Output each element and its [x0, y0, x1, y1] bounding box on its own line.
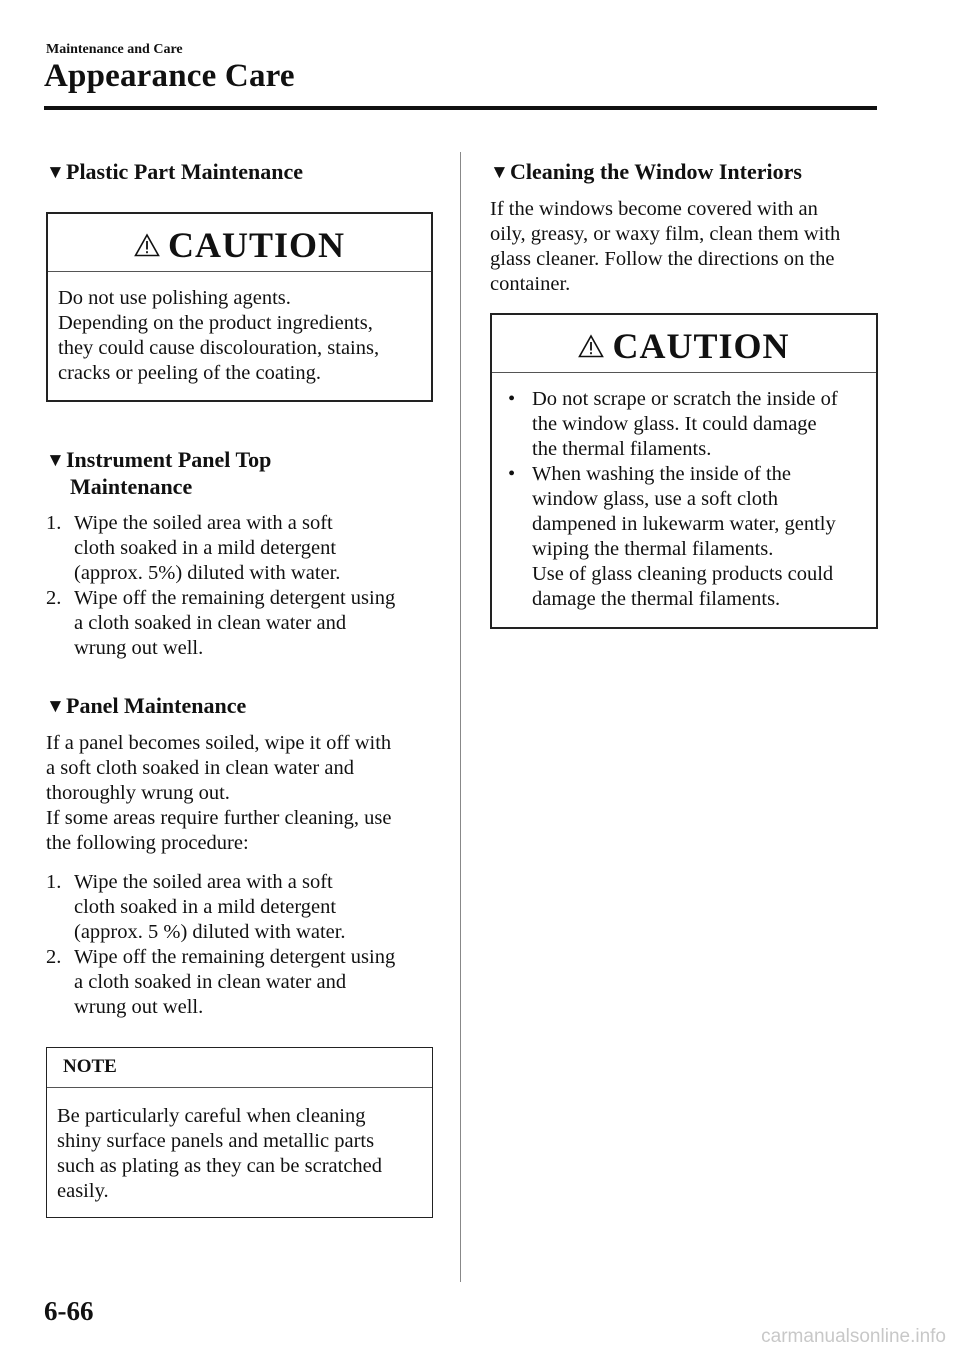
list-item [492, 462, 866, 612]
page-number: 6-66 [44, 1296, 94, 1326]
caution-line: Do not use polishing agents. [58, 287, 291, 309]
heading-text: Plastic Part Maintenance [66, 159, 304, 184]
step-line: wrung out well. [74, 637, 204, 659]
heading-panel-maintenance [46, 693, 246, 720]
panel-steps [46, 870, 446, 1020]
note-box [46, 1047, 433, 1218]
warning-triangle-icon [578, 334, 604, 358]
triangle-marker-icon: ▼ [46, 162, 65, 183]
note-body [47, 1088, 432, 1216]
note-line: shiny surface panels and metallic parts [57, 1130, 375, 1152]
caution-body [48, 272, 431, 398]
step-number: 1. [46, 871, 62, 893]
list-item [46, 511, 446, 586]
paragraph-line: the following procedure: [46, 832, 249, 854]
step-line: a cloth soaked in clean water and [74, 971, 347, 993]
panel-intro [46, 731, 446, 856]
note-label: NOTE [47, 1048, 432, 1088]
caution-line: they could cause discolouration, stains, [58, 337, 380, 359]
paragraph-line: If the windows become covered with an [490, 198, 818, 220]
list-item [46, 586, 446, 661]
triangle-marker-icon: ▼ [46, 450, 65, 471]
list-item [46, 945, 446, 1020]
step-line: cloth soaked in a mild detergent [74, 537, 337, 559]
bullet-line: Use of glass cleaning products could [532, 563, 834, 585]
heading-text: Instrument Panel Top [66, 447, 272, 472]
caution-label: CAUTION [612, 326, 790, 366]
paragraph-line: glass cleaner. Follow the directions on the [490, 248, 835, 270]
caution-line: Depending on the product ingredients, [58, 312, 373, 334]
caution-box-plastic [46, 212, 433, 402]
page-title: Appearance Care [44, 58, 295, 94]
section-label: Maintenance and Care [46, 42, 183, 57]
caution-body [492, 373, 876, 624]
step-line: Wipe off the remaining detergent using [74, 587, 396, 609]
bullet-line: damage the thermal filaments. [532, 588, 781, 610]
paragraph-line: a soft cloth soaked in clean water and [46, 757, 354, 779]
list-item [492, 387, 866, 462]
caution-line: cracks or peeling of the coating. [58, 362, 321, 384]
heading-text: Panel Maintenance [66, 693, 247, 718]
bullet-line: the window glass. It could damage [532, 413, 817, 435]
step-number: 2. [46, 587, 62, 609]
note-line: easily. [57, 1180, 109, 1202]
column-divider [460, 152, 461, 1282]
step-line: Wipe the soiled area with a soft [74, 871, 333, 893]
triangle-marker-icon: ▼ [46, 696, 65, 717]
warning-triangle-icon [134, 233, 160, 257]
step-line: (approx. 5 %) diluted with water. [74, 921, 346, 943]
step-line: a cloth soaked in clean water and [74, 612, 347, 634]
paragraph-line: thoroughly wrung out. [46, 782, 230, 804]
heading-text: Cleaning the Window Interiors [510, 159, 802, 184]
bullet-line: dampened in lukewarm water, gently [532, 513, 836, 535]
step-number: 1. [46, 512, 62, 534]
bullet: • [508, 388, 516, 410]
step-line: Wipe the soiled area with a soft [74, 512, 333, 534]
heading-plastic-part [46, 159, 303, 186]
paragraph-line: oily, greasy, or waxy film, clean them with [490, 223, 841, 245]
note-line: Be particularly careful when cleaning [57, 1105, 366, 1127]
heading-instrument-panel-top [46, 447, 271, 500]
title-divider [44, 106, 877, 110]
bullet-line: wiping the thermal filaments. [532, 538, 774, 560]
bullet-line: window glass, use a soft cloth [532, 488, 778, 510]
caution-box-window [490, 313, 878, 629]
list-item [46, 870, 446, 945]
step-number: 2. [46, 946, 62, 968]
caution-header [492, 315, 876, 373]
bullet-line: When washing the inside of the [532, 463, 792, 485]
step-line: cloth soaked in a mild detergent [74, 896, 337, 918]
caution-bullets [492, 387, 866, 612]
heading-text: Maintenance [70, 474, 193, 499]
bullet-line: the thermal filaments. [532, 438, 712, 460]
instrument-steps [46, 511, 446, 661]
caution-label: CAUTION [167, 225, 345, 265]
bullet-line: Do not scrape or scratch the inside of [532, 388, 838, 410]
step-line: wrung out well. [74, 996, 204, 1018]
paragraph-line: container. [490, 273, 571, 295]
heading-window-interiors [490, 159, 802, 186]
caution-header [48, 214, 431, 272]
step-line: (approx. 5%) diluted with water. [74, 562, 341, 584]
step-line: Wipe off the remaining detergent using [74, 946, 396, 968]
note-line: such as plating as they can be scratched [57, 1155, 383, 1177]
window-intro [490, 197, 880, 297]
bullet: • [508, 463, 516, 485]
paragraph-line: If some areas require further cleaning, use [46, 807, 392, 829]
paragraph-line: If a panel becomes soiled, wipe it off with [46, 732, 392, 754]
watermark[interactable]: carmanualsonline.info [761, 1326, 946, 1347]
triangle-marker-icon: ▼ [490, 162, 509, 183]
